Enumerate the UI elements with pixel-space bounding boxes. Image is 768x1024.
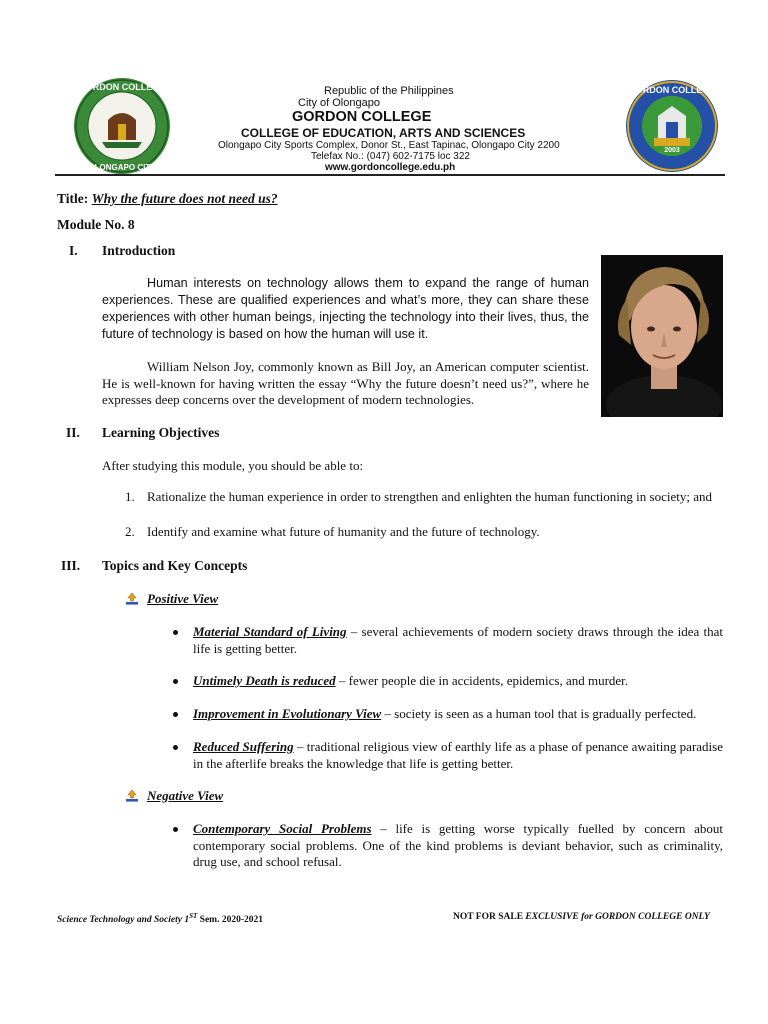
bullet-dot: [173, 745, 178, 750]
arrow-bullet-icon: [125, 789, 139, 808]
objective-number-2: 2.: [125, 524, 135, 539]
arrow-bullet-icon: [125, 592, 139, 611]
bullet-text: – life is getting worse typically fuelled by concern about contemporary social problems. One of the kind problems is deviant behavior, such as criminality, drug use, and school refusal.: [193, 821, 724, 869]
bullet-text: – traditional religious view of earthly life as a phase of penance awaiting paradise in the afterlife breaks the knowledge that life is getting better.: [193, 739, 723, 771]
bullet-dot: [173, 827, 178, 832]
objective-text-2: Identify and examine what future of humanity and the future of technology.: [147, 524, 540, 539]
header-city: City of Olongapo: [298, 97, 380, 109]
footer-course-name: Science Technology and Society 1: [57, 915, 190, 926]
footer-course-sem: Sem. 2020-2021: [197, 915, 263, 926]
svg-text:2003: 2003: [664, 147, 680, 154]
title-text: Why the future does not need us?: [91, 191, 278, 206]
title-label: Title:: [57, 191, 89, 206]
bullet-term: Untimely Death is reduced: [193, 673, 336, 688]
bullet-untimely-death: [193, 673, 723, 690]
intro-paragraph-1: Human interests on technology allows them to expand the range of human experiences. These are qualified experiences and what’s more, they can share these experiences with other human beings, injecting the technology into their lives, thus, the future of technology is based on how the human will use it.: [102, 276, 589, 341]
footer-course-sup: ST: [189, 912, 198, 920]
section-number-intro: I.: [69, 243, 78, 258]
header-address: Olongapo City Sports Complex, Donor St., East Tapinac, Olongapo City 2200: [218, 140, 560, 151]
header-school-name: GORDON COLLEGE: [292, 109, 432, 125]
bullet-term: Contemporary Social Problems: [193, 821, 372, 836]
gordon-college-seal-left: [72, 76, 172, 176]
positive-view-heading: Positive View: [147, 591, 219, 606]
objectives-lead: After studying this module, you should be able to:: [102, 458, 364, 473]
bullet-text: – fewer people die in accidents, epidemics, and murder.: [335, 673, 629, 688]
bullet-evolutionary-view: [193, 706, 728, 723]
section-title-topics: Topics and Key Concepts: [102, 558, 248, 573]
footer-notice: [453, 912, 710, 922]
bullet-reduced-suffering: [193, 739, 723, 772]
header-website: www.gordoncollege.edu.ph: [325, 162, 456, 173]
svg-text:OLONGAPO CITY: OLONGAPO CITY: [88, 163, 156, 172]
bill-joy-photo: [601, 255, 723, 417]
bullet-term: Reduced Suffering: [193, 739, 294, 754]
header-college: COLLEGE OF EDUCATION, ARTS AND SCIENCES: [241, 126, 526, 140]
footer-not-for-sale: NOT FOR SALE: [453, 912, 526, 922]
bullet-dot: [173, 679, 178, 684]
bullet-social-problems: [193, 821, 723, 871]
section-title-objectives: Learning Objectives: [102, 425, 220, 440]
header-telefax: Telefax No.: (047) 602-7175 loc 322: [311, 151, 470, 162]
header-country: Republic of the Philippines: [324, 85, 454, 97]
gordon-college-seal-right: [624, 78, 720, 174]
svg-text:GORDON COLLEGE: GORDON COLLEGE: [78, 82, 166, 92]
objective-text-1: Rationalize the human experience in order to strengthen and enlighten the human functioning in society; and: [147, 489, 712, 504]
bullet-text: – several achievements of modern society draws through the idea that life is getting better.: [193, 624, 723, 656]
bullet-term: Improvement in Evolutionary View: [193, 706, 382, 721]
document-title: [57, 191, 278, 207]
bullet-material-standard: [193, 624, 723, 657]
section-number-topics: III.: [61, 558, 81, 573]
bullet-term: Material Standard of Living: [193, 624, 347, 639]
objective-number-1: 1.: [125, 489, 135, 504]
module-number: Module No. 8: [57, 217, 135, 232]
footer-course: [57, 912, 263, 925]
section-title-intro: Introduction: [102, 243, 176, 258]
section-number-objectives: II.: [66, 425, 80, 440]
bullet-text: – society is seen as a human tool that is gradually perfected.: [381, 706, 697, 721]
header-divider: [55, 174, 725, 176]
intro-paragraph-2: William Nelson Joy, commonly known as Bill Joy, an American computer scientist. He is well-known for having written the essay “Why the future doesn’t need us?”, where he expresses deep concerns over the development of modern technologies.: [102, 359, 589, 407]
bullet-dot: [173, 712, 178, 717]
svg-text:GORDON COLLEGE: GORDON COLLEGE: [628, 85, 716, 95]
footer-exclusive: EXCLUSIVE for GORDON COLLEGE ONLY: [525, 912, 710, 922]
bullet-dot: [173, 630, 178, 635]
negative-view-heading: Negative View: [147, 788, 224, 803]
